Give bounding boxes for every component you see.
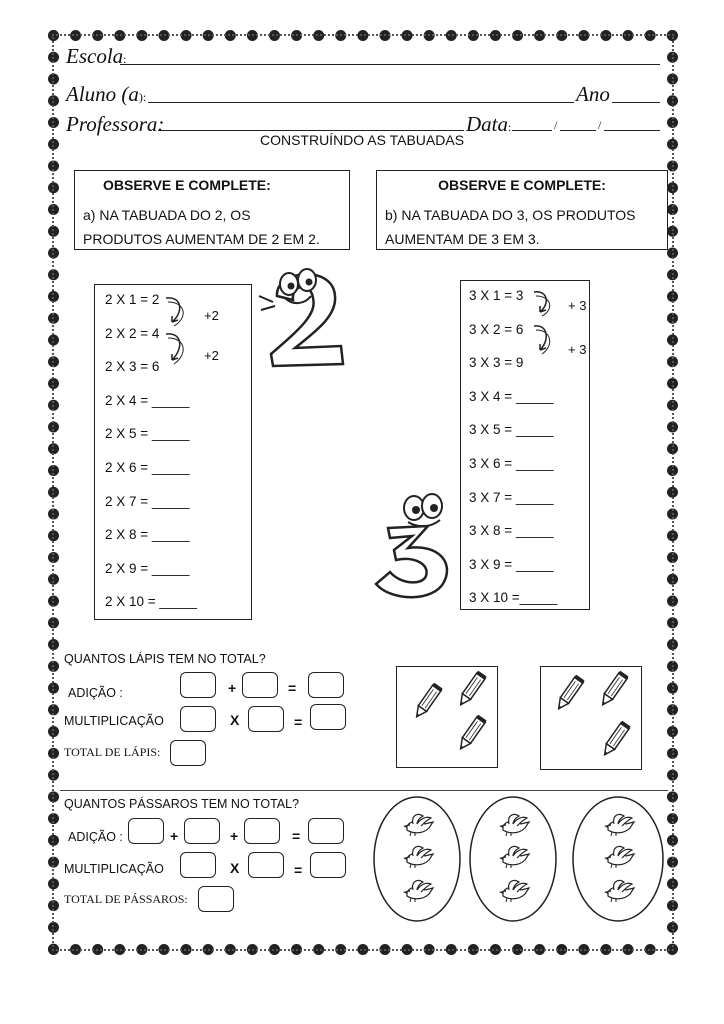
year-label: Ano: [576, 82, 610, 106]
school-field[interactable]: [120, 64, 660, 65]
instruction-text: a) NA TABUADA DO 2, OS PRODUTOS AUMENTAM DE 2 EM 2.: [83, 207, 320, 247]
curved-arrow-icon: [160, 290, 200, 380]
pencil-icon: [456, 714, 486, 754]
teacher-field[interactable]: [158, 130, 464, 131]
instruction-text: b) NA TABUADA DO 3, OS PRODUTOS AUMENTAM DE 3 EM 3.: [385, 207, 636, 247]
pencil-addition-input-2[interactable]: [242, 672, 278, 698]
times-sign: X: [230, 860, 240, 876]
pencil-addition-input-1[interactable]: [180, 672, 216, 698]
table-row[interactable]: 2 X 4 = _____: [105, 392, 190, 408]
equals-sign: =: [294, 714, 303, 730]
equals-sign: =: [294, 862, 303, 878]
bird-addition-input-1[interactable]: [128, 818, 164, 844]
multiplication-label: MULTIPLICAÇÃO: [64, 714, 164, 728]
pencil-total-input[interactable]: [170, 740, 206, 766]
equals-sign: =: [288, 680, 297, 696]
table-row[interactable]: 3 X 6 = _____: [469, 456, 554, 471]
bird-total-input[interactable]: [198, 886, 234, 912]
table-row[interactable]: 2 X 5 = _____: [105, 426, 190, 442]
date-label: Data:: [466, 112, 512, 136]
plus-sign: +: [230, 828, 239, 844]
bird-multiplication-input-1[interactable]: [180, 852, 216, 878]
curved-arrow-icon: [530, 286, 560, 366]
date-day-field[interactable]: [512, 130, 552, 131]
number-two-character: [255, 266, 351, 376]
student-field[interactable]: [148, 102, 574, 103]
section-divider: [60, 790, 668, 791]
date-month-field[interactable]: [560, 130, 596, 131]
pencil-icon: [456, 670, 486, 710]
pencil-multiplication-input-1[interactable]: [180, 706, 216, 732]
bird-groups: [372, 796, 668, 926]
pencil-addition-result[interactable]: [308, 672, 344, 698]
table-row[interactable]: 2 X 8 = _____: [105, 527, 190, 543]
table-row[interactable]: 3 X 7 = _____: [469, 489, 554, 505]
instruction-box-right: [376, 170, 668, 250]
date-year-field[interactable]: [604, 130, 660, 131]
pencil-multiplication-result[interactable]: [310, 704, 346, 730]
table-row[interactable]: 3 X 10 =_____: [469, 590, 558, 606]
student-label: Aluno (a):: [66, 82, 147, 106]
step-label: + 3: [568, 342, 587, 357]
plus-sign: +: [228, 680, 237, 696]
school-label: Escola:: [66, 44, 127, 68]
addition-label: ADIÇÃO :: [68, 686, 123, 700]
date-slash: /: [598, 118, 602, 132]
table-row[interactable]: 2 X 7 = _____: [105, 493, 190, 509]
table-row[interactable]: 3 X 8 = _____: [469, 523, 554, 539]
pencil-icon: [554, 674, 584, 714]
table-row: 2 X 1 = 2: [105, 292, 160, 307]
table-row: 3 X 3 = 9: [469, 355, 524, 371]
teacher-label: Professora:: [66, 112, 165, 136]
date-slash: /: [554, 118, 558, 132]
table-row: 2 X 3 = 6: [105, 359, 160, 375]
table-row: 3 X 2 = 6: [469, 321, 524, 337]
pencil-icon: [600, 720, 630, 760]
bird-total-label: TOTAL DE PÁSSAROS:: [64, 892, 188, 906]
pencil-icon: [412, 682, 442, 722]
step-label: +2: [204, 308, 219, 323]
addition-label: ADIÇÃO :: [68, 830, 123, 844]
bird-multiplication-result[interactable]: [310, 852, 346, 878]
times-sign: X: [230, 712, 240, 728]
bird-addition-result[interactable]: [308, 818, 344, 844]
pencil-multiplication-input-2[interactable]: [248, 706, 284, 732]
birds-question: QUANTOS PÁSSAROS TEM NO TOTAL?: [64, 797, 300, 811]
table-row[interactable]: 3 X 5 = _____: [469, 422, 554, 438]
bird-addition-input-3[interactable]: [244, 818, 280, 844]
table-row[interactable]: 2 X 10 = _____: [105, 594, 197, 610]
pencil-total-label: TOTAL DE LÁPIS:: [64, 745, 161, 759]
step-label: + 3: [568, 298, 587, 313]
table-row[interactable]: 2 X 9 = _____: [105, 560, 190, 576]
bird-multiplication-input-2[interactable]: [248, 852, 284, 878]
instruction-heading: OBSERVE E COMPLETE:: [103, 177, 271, 193]
table-row: 2 X 2 = 4: [105, 325, 160, 341]
table-row[interactable]: 2 X 6 = _____: [105, 460, 190, 475]
bird-addition-input-2[interactable]: [184, 818, 220, 844]
equals-sign: =: [292, 828, 301, 844]
step-label: +2: [204, 348, 219, 363]
instruction-box-left: [74, 170, 350, 250]
number-three-character: [368, 488, 464, 604]
table-row[interactable]: 3 X 9 = _____: [469, 556, 554, 572]
instruction-heading: OBSERVE E COMPLETE:: [438, 177, 606, 193]
page-title: CONSTRUÍNDO AS TABUADAS: [259, 132, 465, 148]
table-row[interactable]: 3 X 4 = _____: [469, 388, 554, 404]
pencils-question: QUANTOS LÁPIS TEM NO TOTAL?: [64, 652, 266, 666]
plus-sign: +: [170, 828, 179, 844]
table-row: 3 X 1 = 3: [469, 288, 524, 303]
multiplication-label: MULTIPLICAÇÃO: [64, 862, 164, 876]
pencil-icon: [598, 670, 628, 710]
year-field[interactable]: [612, 102, 660, 103]
